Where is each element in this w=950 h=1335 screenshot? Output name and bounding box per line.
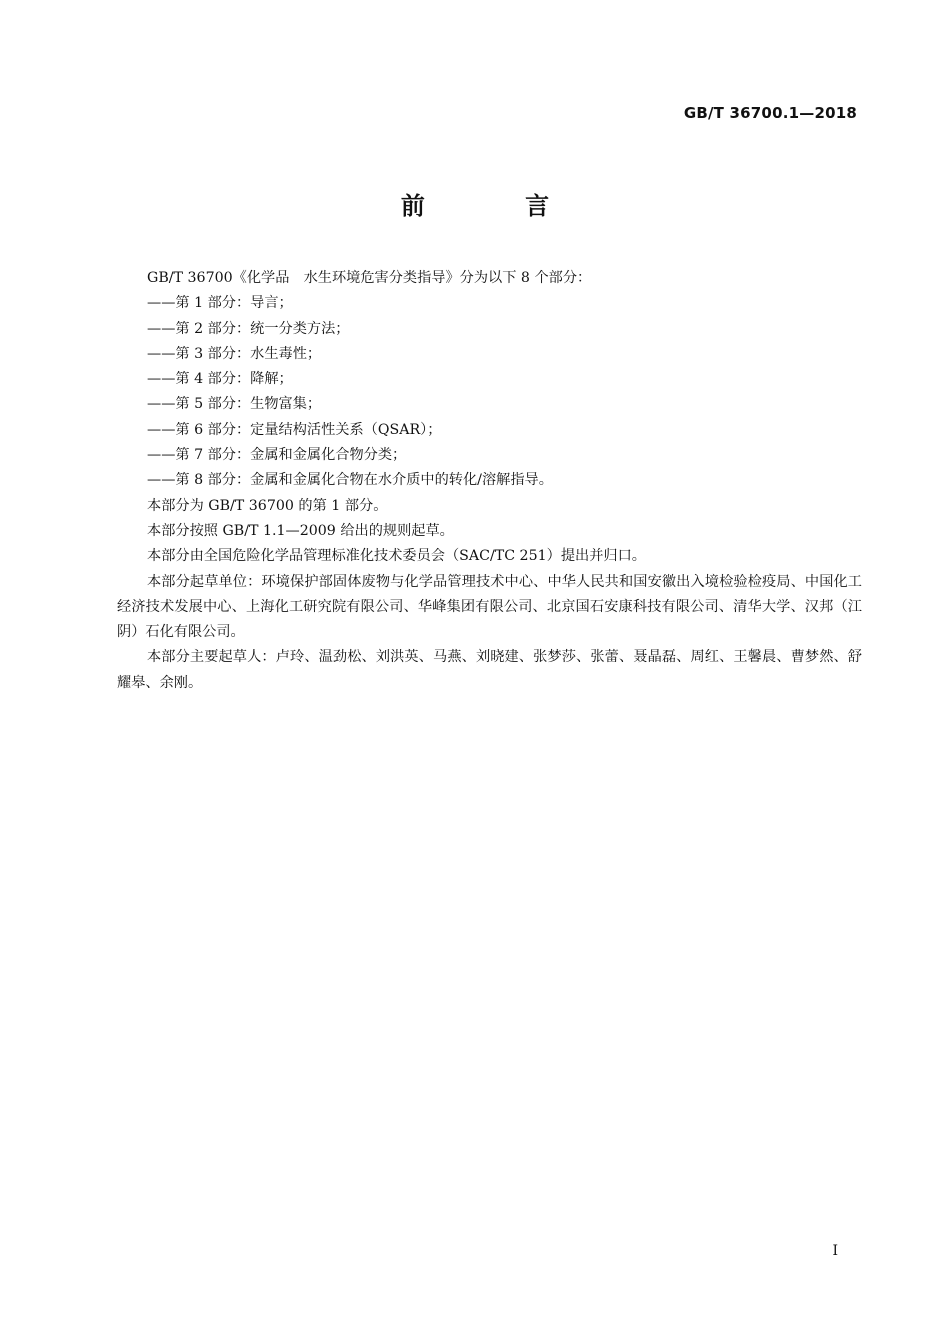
proposing-committee: 本部分由全国危险化学品管理标准化技术委员会（SAC/TC 251）提出并归口。 [147,548,646,565]
part-item-3: ——第 3 部分：水生毒性； [147,345,322,362]
part-item-5: ——第 5 部分：生物富集； [147,396,322,413]
part-item-7: ——第 7 部分：金属和金属化合物分类； [147,447,407,464]
part-item-1: ——第 1 部分：导言； [147,295,293,312]
part-item-2: ——第 2 部分：统一分类方法； [147,320,350,337]
drafting-rules: 本部分按照 GB/T 1.1—2009 给出的规则起草。 [147,522,454,539]
page-number: I [832,1243,838,1259]
main-drafters: 本部分主要起草人：卢玲、温劲松、刘洪英、马燕、刘晓建、张梦莎、张蕾、聂晶磊、周红、王馨晨、曹梦然、舒耀皋、余刚。 [117,649,862,691]
part-item-8: ——第 8 部分：金属和金属化合物在水介质中的转化/溶解指导。 [147,472,553,489]
part-item-4: ——第 4 部分：降解； [147,371,293,388]
part-item-6: ——第 6 部分：定量结构活性关系（QSAR）； [147,421,442,438]
page-title: 前 言 [400,192,596,220]
document-body [117,266,862,696]
drafting-organizations: 本部分起草单位：环境保护部固体废物与化学品管理技术中心、中华人民共和国安徽出入境检验检疫局、中国化工经济技术发展中心、上海化工研究院有限公司、华峰集团有限公司、北京国石安康科技有限公司、清华大学、汉邦（江阴）石化有限公司。 [117,573,862,641]
part-statement: 本部分为 GB/T 36700 的第 1 部分。 [147,497,388,514]
standard-code: GB/T 36700.1—2018 [683,104,857,122]
intro-paragraph: GB/T 36700《化学品 水生环境危害分类指导》分为以下 8 个部分： [147,270,592,286]
